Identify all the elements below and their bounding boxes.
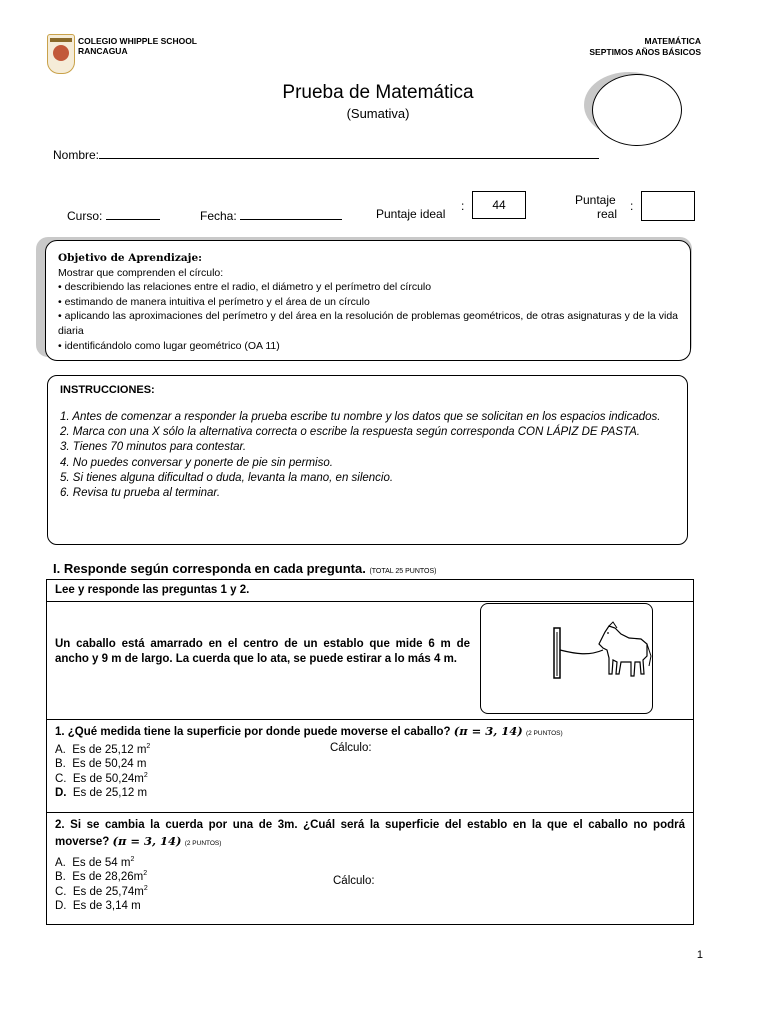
date-line[interactable] bbox=[240, 207, 342, 220]
school-name-line2: RANCAGUA bbox=[78, 46, 128, 56]
question-1-calc-label: Cálculo: bbox=[330, 742, 372, 754]
date-field[interactable] bbox=[200, 207, 342, 223]
table-divider bbox=[47, 812, 693, 813]
horse-image-frame bbox=[480, 603, 653, 714]
question-2-calc-label: Cálculo: bbox=[333, 875, 375, 887]
instruction-item: 4. No puedes conversar y ponerte de pie sin permiso. bbox=[60, 456, 333, 469]
question-1-text: 1. ¿Qué medida tiene la superficie por donde puede moverse el caballo? bbox=[55, 726, 451, 738]
question-2 bbox=[55, 817, 685, 852]
real-score-box[interactable] bbox=[641, 191, 695, 221]
objective-item: • describiendo las relaciones entre el radio, el diámetro y el perímetro del círculo bbox=[58, 281, 432, 294]
course-label: Curso: bbox=[67, 209, 103, 223]
table-divider bbox=[47, 601, 693, 602]
instruction-item: 6. Revisa tu prueba al terminar. bbox=[60, 487, 221, 500]
question-2-pi: (π = 3, 14) bbox=[112, 834, 182, 848]
real-score-colon: : bbox=[630, 199, 634, 213]
table-divider bbox=[47, 719, 693, 720]
ideal-score-colon: : bbox=[461, 199, 465, 213]
real-score-label-line2: real bbox=[596, 207, 617, 221]
option-c[interactable]: C. Es de $25,74m^2$ bbox=[55, 884, 148, 898]
instruction-item: 1. Antes de comenzar a responder la prueba escribe tu nombre y los datos que se solicitan en los espacios indicados. bbox=[60, 411, 661, 423]
page-title: Prueba de Matemática bbox=[282, 82, 474, 103]
horse-tied-to-post-icon bbox=[481, 604, 652, 713]
option-a[interactable]: A. Es de 25,12 $m^2$ bbox=[55, 743, 151, 756]
option-b[interactable]: B. Es de $28,26m^2$ bbox=[55, 870, 148, 884]
school-crest-icon bbox=[47, 34, 75, 74]
ideal-score-box: 44 bbox=[472, 191, 526, 219]
subject-info bbox=[589, 36, 701, 58]
question-2-options bbox=[55, 856, 148, 914]
name-label: Nombre: bbox=[53, 148, 100, 162]
objective-item: • identificándolo como lugar geométrico (OA 11) bbox=[58, 339, 280, 352]
page-subtitle: (Sumativa) bbox=[346, 106, 410, 121]
section-roman: I. bbox=[53, 561, 61, 576]
real-score-label bbox=[575, 193, 617, 221]
objective-box bbox=[45, 240, 691, 361]
question-1-points: (2 PUNTOS) bbox=[525, 730, 563, 737]
objective-intro: Mostrar que comprenden el círculo: bbox=[58, 266, 224, 279]
subject-line1: MATEMÁTICA bbox=[644, 36, 701, 46]
course-field[interactable] bbox=[67, 207, 160, 223]
instructions-box bbox=[47, 375, 688, 545]
instructions-title: INSTRUCCIONES: bbox=[60, 384, 155, 396]
school-name-line1: COLEGIO WHIPPLE SCHOOL bbox=[78, 36, 198, 46]
objective-item: • aplicando las aproximaciones del perímetro y del área en la resolución de problemas geométricos, de otras asignaturas y de la vida diaria bbox=[58, 310, 678, 337]
instruction-item: 5. Si tienes alguna dificultad o duda, levanta la mano, en silencio. bbox=[60, 471, 394, 484]
option-b[interactable]: B. Es de 50,24 m bbox=[55, 758, 147, 771]
objective-item: • estimando de manera intuitiva el perímetro y el área de un círculo bbox=[58, 295, 370, 308]
real-score-label-line1: Puntaje bbox=[575, 193, 616, 207]
question-1 bbox=[55, 724, 563, 738]
instructions-list bbox=[60, 410, 675, 501]
option-d[interactable]: D. Es de 25,12 m bbox=[55, 787, 148, 800]
option-c[interactable]: C. Es de $50,24m^2$ bbox=[55, 771, 148, 785]
question-2-points: (2 PUNTOS) bbox=[184, 840, 222, 847]
option-a[interactable]: A. Es de 54 $m^2$ bbox=[55, 856, 135, 869]
school-name bbox=[78, 36, 197, 56]
grade-oval[interactable] bbox=[592, 74, 682, 146]
question-1-options bbox=[55, 743, 150, 801]
page-number: 1 bbox=[696, 949, 703, 961]
name-line[interactable] bbox=[99, 147, 599, 159]
date-label: Fecha: bbox=[200, 209, 237, 223]
question-1-pi: (π = 3, 14) bbox=[453, 724, 523, 738]
instruction-item: 2. Marca con una X sólo la alternativa correcta o escribe la respuesta según corresponda CON LÁPIZ DE PASTA. bbox=[60, 426, 640, 439]
table-intro: Lee y responde las preguntas 1 y 2. bbox=[55, 584, 250, 596]
name-field[interactable] bbox=[53, 147, 599, 162]
objective-title: Objetivo de Aprendizaje: bbox=[58, 252, 203, 264]
problem-statement: Un caballo está amarrado en el centro de un establo que mide 6 m de ancho y 9 m de largo. La cuerda que lo ata, se puede estirar a lo más 4 m. bbox=[55, 638, 470, 665]
ideal-score-label: Puntaje ideal bbox=[376, 207, 446, 221]
section-heading-text: Responde según corresponda en cada pregunta. bbox=[63, 561, 366, 576]
instruction-item: 3. Tienes 70 minutos para contestar. bbox=[60, 441, 247, 454]
section-total: (TOTAL 25 PUNTOS) bbox=[369, 568, 437, 575]
option-d[interactable]: D. Es de 3,14 m bbox=[55, 900, 141, 913]
course-line[interactable] bbox=[106, 207, 160, 220]
section-heading bbox=[53, 561, 436, 576]
subject-line2: SEPTIMOS AÑOS BÁSICOS bbox=[589, 47, 701, 57]
question-2-text: 2. Si se cambia la cuerda por una de 3m. ¿Cuál será la superficie del establo en la que el caballo no podrá moverse? bbox=[55, 819, 685, 848]
